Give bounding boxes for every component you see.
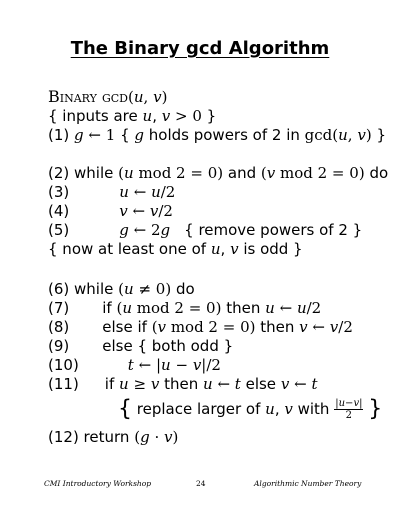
- step-4: (4) v ← v/2: [48, 202, 173, 220]
- step-6: (6) while (u ≠ 0) do: [48, 280, 195, 298]
- odd-comment: { now at least one of u, v is odd }: [48, 240, 303, 258]
- step-2: (2) while (u mod 2 = 0) and (v mod 2 = 0) do: [48, 164, 389, 182]
- step-12: (12) return (g · v): [48, 428, 179, 446]
- step-7: (7) if (u mod 2 = 0) then u ← u/2: [48, 299, 322, 317]
- step-11: (11) if u ≥ v then u ← t else v ← t: [48, 375, 318, 393]
- step-9: (9) else { both odd }: [48, 337, 234, 355]
- footer-right: Algorithmic Number Theory: [254, 479, 362, 488]
- fraction: $\frac{|u-v|}{2}$: [335, 398, 363, 421]
- step-8: (8) else if (v mod 2 = 0) then v ← v/2: [48, 318, 353, 336]
- slide-title: The Binary gcd Algorithm: [70, 38, 330, 59]
- input-comment: { inputs are u, v > 0 }: [48, 107, 217, 125]
- replace-comment: { replace larger of u, v with $\frac{|u-v|}{2}$ }: [118, 396, 383, 422]
- step-1: (1) g ← 1 { g holds powers of 2 in gcd(u, v) }: [48, 126, 386, 144]
- step-10: (10) t ← |u − v|/2: [48, 356, 221, 374]
- footer-left: CMI Introductory Workshop: [44, 479, 152, 488]
- step-3: (3) u ← u/2: [48, 183, 176, 201]
- footer-page-number: 24: [196, 479, 206, 488]
- step-5: (5) g ← 2g { remove powers of 2 }: [48, 221, 363, 239]
- algorithm-name: Binary gcd(u, v): [48, 87, 168, 106]
